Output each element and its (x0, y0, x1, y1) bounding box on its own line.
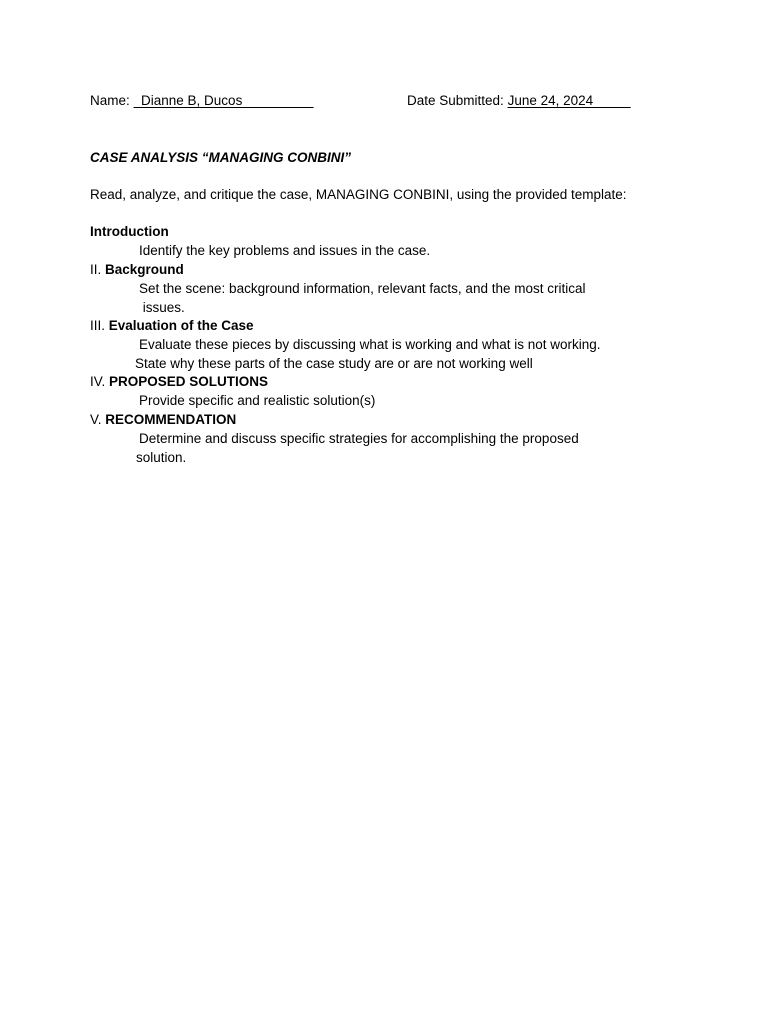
section-line: Identify the key problems and issues in the case. (139, 243, 431, 258)
section-line: Provide specific and realistic solution(s) (139, 393, 376, 408)
section-line: Determine and discuss specific strategies for accomplishing the proposed (139, 431, 579, 446)
section-heading-recommendation (90, 412, 236, 428)
section-number: IV. (90, 374, 110, 389)
section-number: III. (90, 318, 109, 333)
section-title: RECOMMENDATION (105, 412, 237, 427)
section-line: solution. (136, 450, 187, 465)
section-line: State why these parts of the case study are or are not working well (135, 356, 533, 371)
instruction-text: Read, analyze, and critique the case, MANAGING CONBINI, using the provided template: (90, 187, 627, 202)
section-heading-background (90, 262, 184, 278)
section-line: Set the scene: background information, relevant facts, and the most critical (139, 281, 586, 296)
section-title: PROPOSED SOLUTIONS (109, 374, 269, 389)
document-title: CASE ANALYSIS “MANAGING CONBINI” (90, 150, 352, 165)
name-value: Dianne B, Ducos (133, 93, 314, 108)
date-label: Date Submitted: (407, 93, 508, 108)
section-number: II. (90, 262, 106, 277)
section-title: Introduction (90, 224, 169, 239)
section-heading-introduction (90, 224, 169, 240)
date-value: June 24, 2024 (507, 93, 631, 108)
section-line: Evaluate these pieces by discussing what is working and what is not working. (139, 337, 601, 352)
section-title: Evaluation of the Case (108, 318, 254, 333)
section-line: issues. (139, 300, 185, 315)
name-label: Name: (90, 93, 134, 108)
section-heading-proposed-solutions (90, 374, 268, 390)
section-title: Background (105, 262, 184, 277)
name-row (90, 93, 314, 109)
section-number: V. (90, 412, 106, 427)
section-heading-evaluation (90, 318, 254, 334)
date-row (407, 93, 631, 109)
